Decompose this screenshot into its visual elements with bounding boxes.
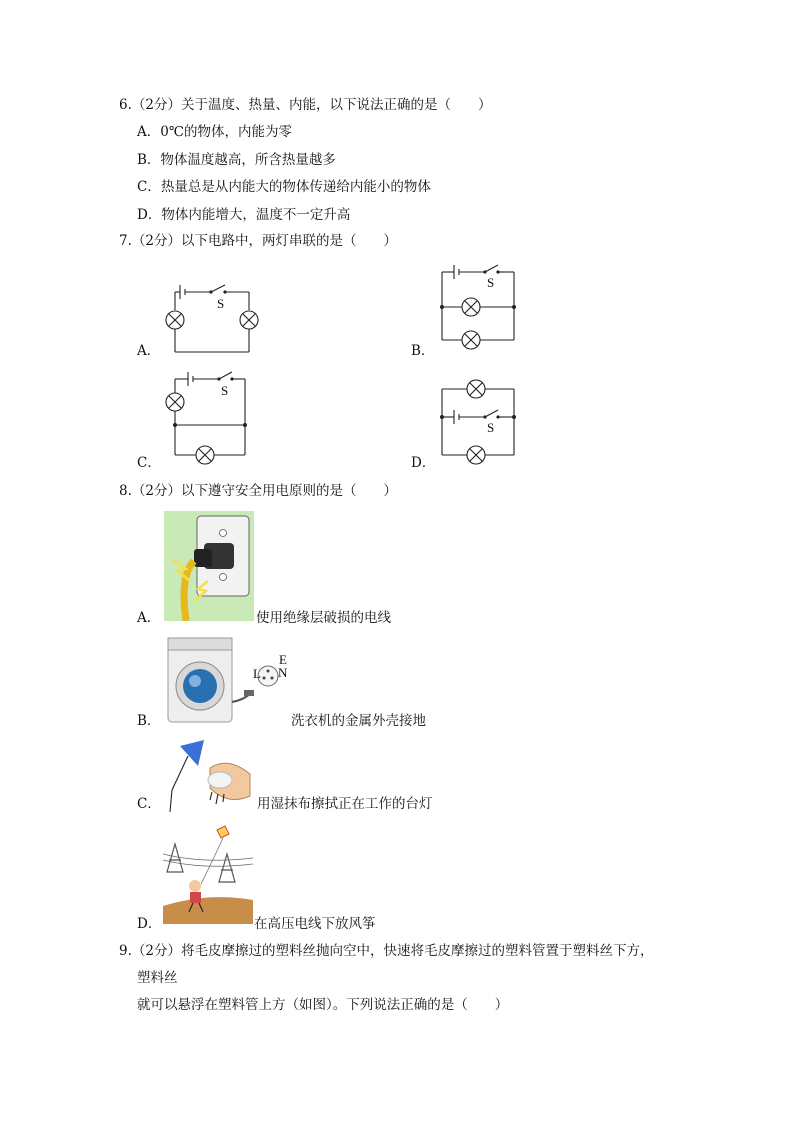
- q8-option-a-label[interactable]: A．: [137, 610, 161, 626]
- q7-option-c-label[interactable]: C．: [137, 455, 161, 471]
- q9-stem-line1: 9.（2分）将毛皮摩擦过的塑料丝抛向空中，快速将毛皮摩擦过的塑料管置于塑料丝下方，: [119, 943, 654, 959]
- q9-stem-line3: 就可以悬浮在塑料管上方（如图）。下列说法正确的是（ ）: [137, 997, 509, 1013]
- switch-label: S: [487, 275, 495, 290]
- switch-label: S: [487, 420, 495, 435]
- kite-power-lines-image: [163, 824, 253, 924]
- socket-label-n: N: [278, 665, 288, 680]
- q8-stem: 8.（2分）以下遵守安全用电原则的是（ ）: [119, 483, 397, 499]
- q8-option-d-text[interactable]: 在高压电线下放风筝: [254, 916, 376, 932]
- switch-label: S: [217, 296, 225, 311]
- q7-stem: 7.（2分）以下电路中，两灯串联的是（ ）: [119, 233, 397, 249]
- q7-option-a-label[interactable]: A．: [137, 343, 161, 359]
- circuit-c: [155, 370, 260, 468]
- socket-label-l: L: [253, 666, 261, 681]
- socket-label-e: E: [279, 652, 287, 667]
- q8-option-b-label[interactable]: B．: [137, 713, 161, 729]
- q8-option-a-text[interactable]: 使用绝缘层破损的电线: [256, 610, 391, 626]
- q6-option-d[interactable]: D．物体内能增大，温度不一定升高: [137, 207, 351, 223]
- q8-option-c-label[interactable]: C．: [137, 796, 161, 812]
- q6-option-b[interactable]: B．物体温度越高，所含热量越多: [137, 152, 336, 168]
- q8-option-d-label[interactable]: D．: [137, 916, 162, 932]
- q6-option-c[interactable]: C．热量总是从内能大的物体传递给内能小的物体: [137, 179, 431, 195]
- washing-machine-grounded-image: [164, 636, 294, 728]
- q7-option-d-label[interactable]: D．: [411, 455, 436, 471]
- switch-label: S: [221, 383, 229, 398]
- damaged-wire-socket-image: [164, 511, 254, 621]
- circuit-b: [430, 260, 530, 355]
- q7-option-b-label[interactable]: B．: [411, 343, 435, 359]
- q8-option-c-text[interactable]: 用湿抹布擦拭正在工作的台灯: [257, 796, 433, 812]
- q8-option-b-text[interactable]: 洗衣机的金属外壳接地: [291, 713, 426, 729]
- circuit-a: [155, 280, 270, 360]
- circuit-d: [430, 375, 530, 470]
- q9-stem-line2: 塑料丝: [137, 970, 178, 986]
- q6-option-a[interactable]: A．0℃的物体，内能为零: [137, 124, 292, 140]
- wet-cloth-lamp-image: [158, 736, 256, 824]
- q6-stem: 6.（2分）关于温度、热量、内能，以下说法正确的是（ ）: [119, 97, 492, 113]
